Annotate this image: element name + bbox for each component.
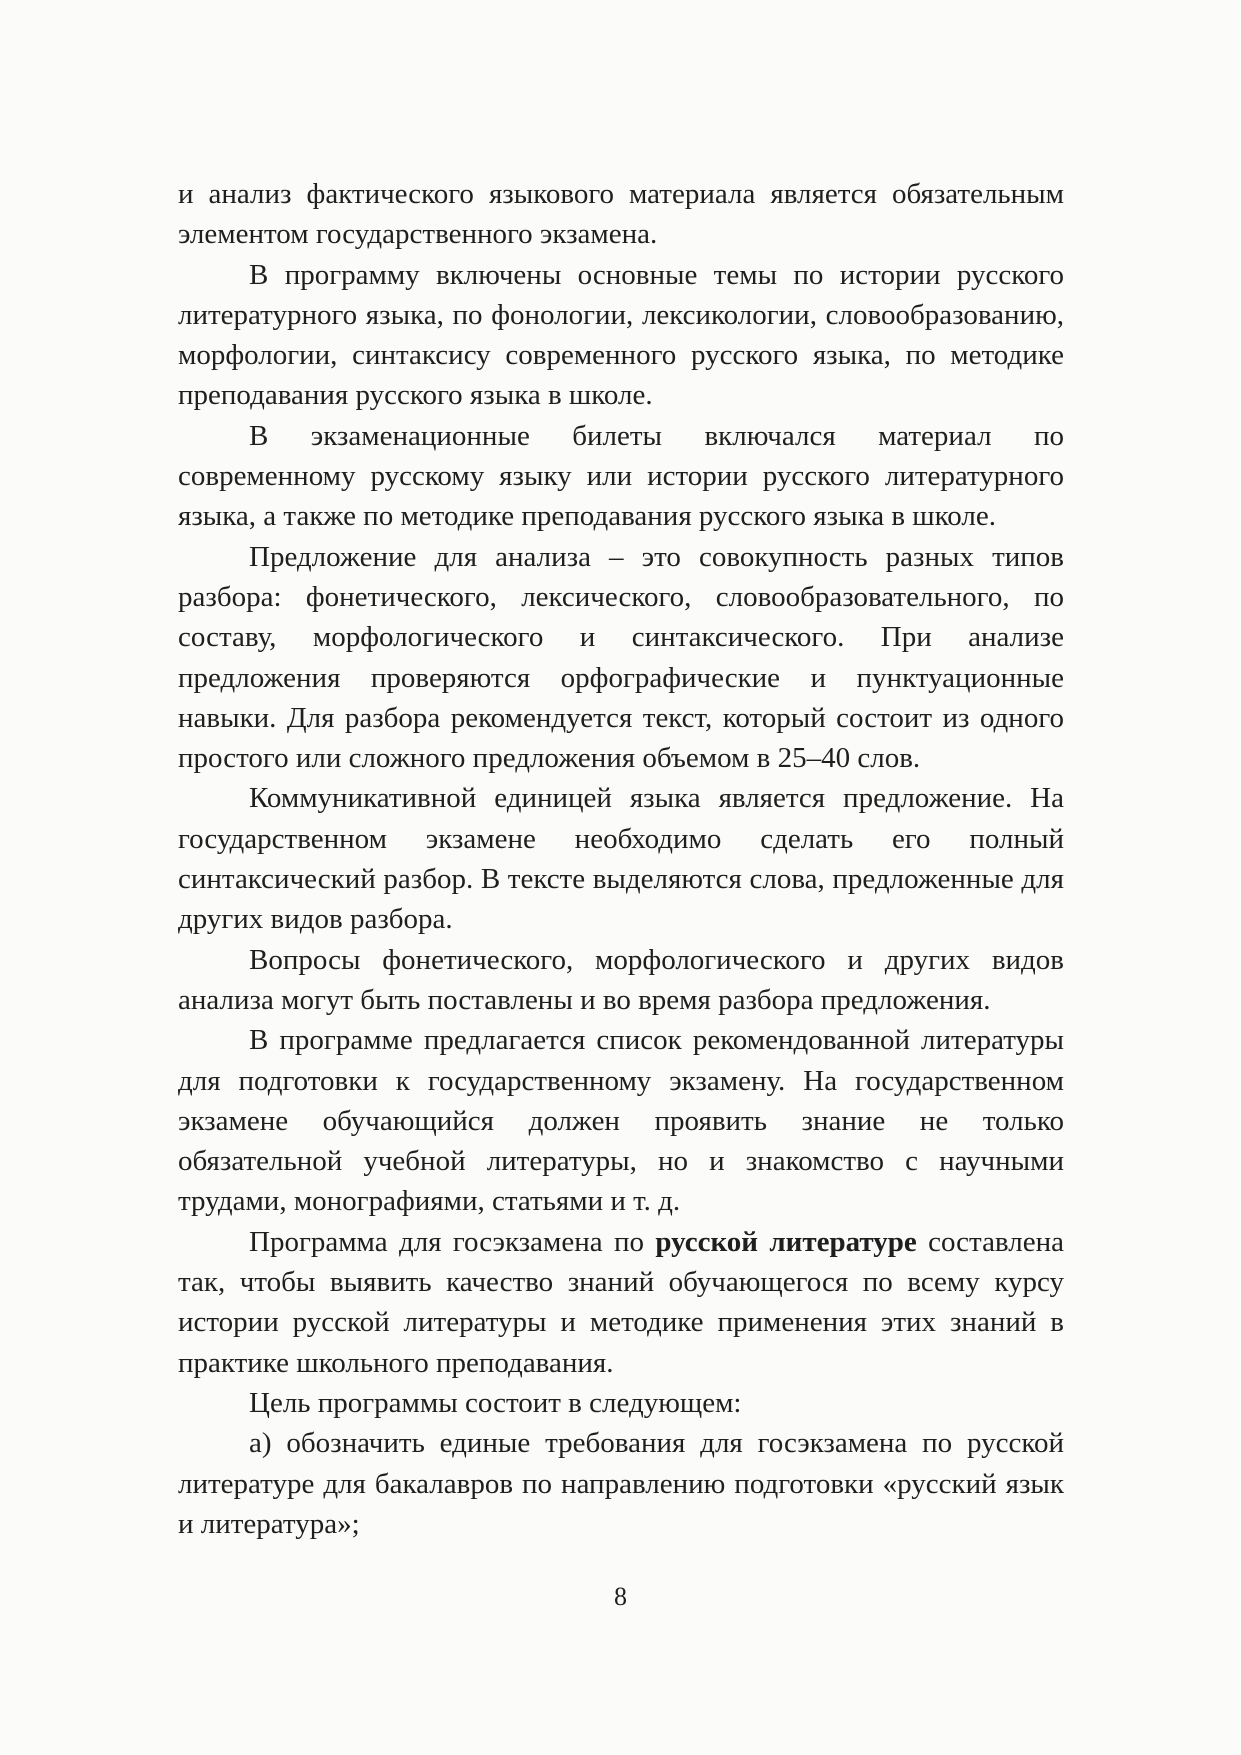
paragraph: а) обозначить единые требования для госэкзамена по русской литературе для бакалавров по направлению подготовки «русский язык и литература»; bbox=[178, 1427, 1064, 1540]
paragraph: В программе предлагается список рекомендованной литературы для подготовки к государственному экзамену. На государственном экзамене обучающийся должен проявить знание не только обязательной учебной литературы, но и знакомство с научными трудами, монографиями, статьями и т. д. bbox=[178, 1024, 1064, 1218]
paragraph: В программу включены основные темы по истории русского литературного языка, по фонологии, лексикологии, словообразованию, морфологии, синтаксису современного русского языка, по методике преподавания русского языка в школе. bbox=[178, 258, 1064, 412]
paragraph: Предложение для анализа – это совокупность разных типов разбора: фонетического, лексического, словообразовательного, по составу, морфологического и синтаксического. При анализе предложения проверяются орфографические и пунктуационные навыки. Для разбора рекомендуется текст, который состоит из одного простого или сложного предложения объемом в 25–40 слов. bbox=[178, 540, 1064, 775]
paragraph: Вопросы фонетического, морфологического и других видов анализа могут быть поставлены и во время разбора предложения. bbox=[178, 943, 1064, 1016]
paragraph-text-before: Программа для госэкзамена по bbox=[249, 1225, 656, 1258]
paragraph: Коммуникативной единицей языка является предложение. На государственном экзамене необходимо сделать его полный синтаксический разбор. В тексте выделяются слова, предложенные для других видов разбора. bbox=[178, 782, 1064, 936]
paragraph-text-after: составлена так, чтобы выявить качество знаний обучающегося по всему курсу истории русской литературы и методике применения этих знаний в практике школьного преподавания. bbox=[178, 1225, 1064, 1379]
paragraph: Цель программы состоит в следующем: bbox=[249, 1386, 742, 1419]
paragraph: и анализ фактического языкового материала является обязательным элементом государственного экзамена. bbox=[178, 178, 1064, 251]
page-number: 8 bbox=[614, 1582, 627, 1611]
bold-term: русской литературе bbox=[655, 1225, 917, 1258]
page-body bbox=[178, 174, 1064, 1544]
paragraph-russian-literature bbox=[178, 1222, 1064, 1383]
paragraph: В экзаменационные билеты включался материал по современному русскому языку или истории русского литературного языка, а также по методике преподавания русского языка в школе. bbox=[178, 419, 1064, 533]
